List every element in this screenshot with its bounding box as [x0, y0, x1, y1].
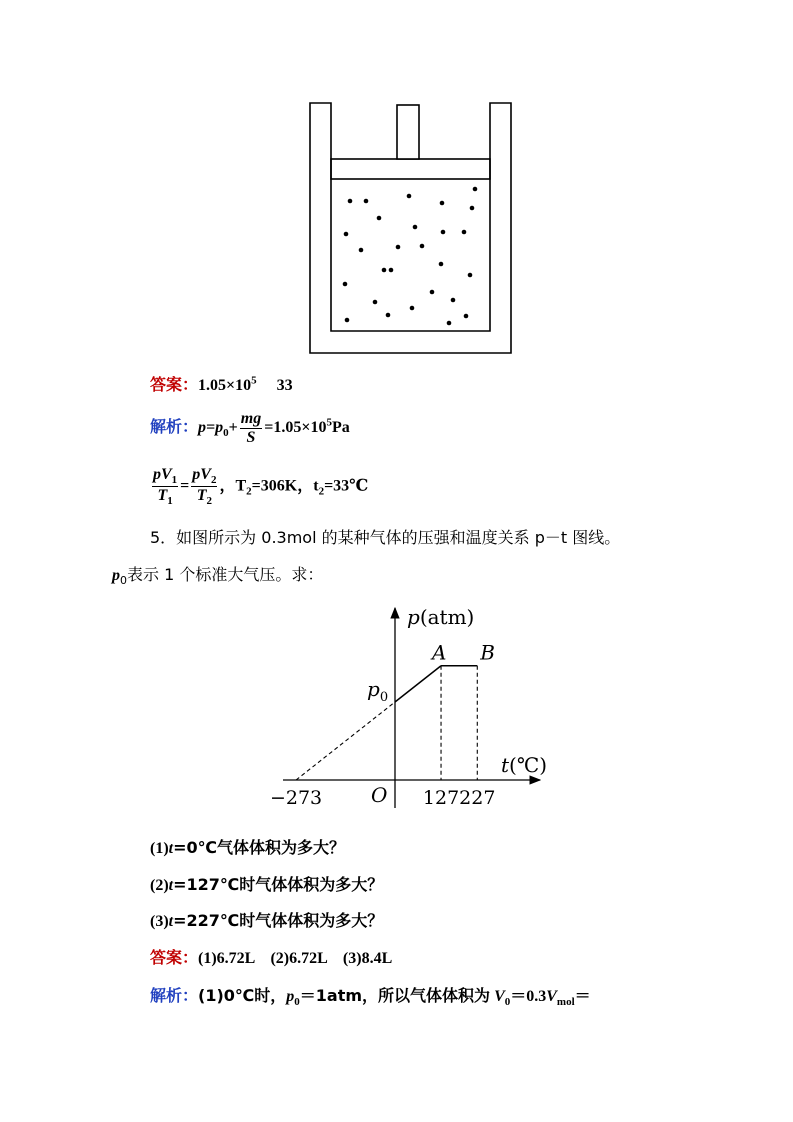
- point-label-B: B: [480, 640, 495, 665]
- question-1: (1)t=0℃气体体积为多大？: [150, 838, 346, 857]
- question-2: (2)t=127℃时气体体积为多大？: [150, 875, 384, 894]
- fraction-pV2-T2: $\frac{pV_2}{T_2}$: [192, 466, 217, 508]
- analysis-2-line: 解析：(1)0℃时，$p_0=1atm$，所以气体体积为 $V_0=0.3V_{mol}=$: [150, 986, 591, 1009]
- formula-2-line: $\frac{pV_1}{T_1}$ = $\frac{pV_2}{T_2}$ ，$T_2=306K$，$t_2=33℃$: [153, 466, 369, 508]
- tick-label--273: −273: [269, 787, 323, 809]
- y-axis-label: p(atm): [407, 605, 475, 629]
- analysis-label: 解析：: [150, 986, 199, 1005]
- point-label-A: A: [432, 640, 447, 665]
- answer-label: 答案：: [150, 375, 199, 394]
- answer-2-line: 答案：(1)6.72L (2)6.72L (3)8.4L: [150, 948, 393, 967]
- answer-label: 答案：: [150, 948, 199, 967]
- piston: [331, 159, 490, 179]
- segment-line-to-A: [395, 666, 441, 702]
- problem-5-line-2: $p_0$表示 1 个标准大气压。求：: [112, 565, 324, 588]
- pt-chart: [265, 600, 555, 815]
- analysis-label: 解析：: [150, 416, 199, 436]
- question-3: (3)t=227℃时气体体积为多大？: [150, 911, 384, 930]
- tick-label-127: 127: [422, 787, 460, 809]
- cylinder-figure: [300, 95, 520, 360]
- piston-rod: [397, 105, 419, 159]
- problem-5-line-1: 5．如图所示为 0.3mol 的某种气体的压强和温度关系 p－t 图线。: [150, 528, 621, 547]
- fraction-pV1-T1: $\frac{pV_1}{T_1}$: [153, 466, 178, 508]
- fraction-mg-S: $\frac{mg}{S}$: [240, 410, 262, 446]
- answer-1-line: 答案：$1.05\times 10^5$ 33: [150, 374, 293, 394]
- origin-label: O: [371, 783, 388, 807]
- tick-label-227: 227: [459, 787, 496, 809]
- analysis-1-line: 解析：$p=p_0+$ $\frac{mg}{S}$ $=1.05\times 10^5Pa$: [150, 410, 350, 446]
- gas-molecules: [343, 187, 478, 326]
- segment-extrapolation: [296, 702, 395, 780]
- p0-label: $p_0$: [367, 677, 389, 705]
- x-axis-label: t(℃): [501, 753, 548, 777]
